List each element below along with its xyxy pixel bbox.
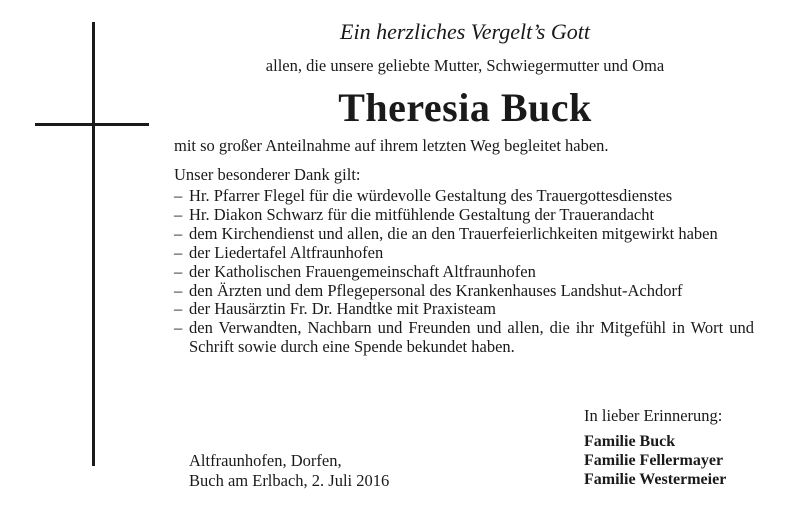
list-item-text: Hr. Pfarrer Flegel für die würdevolle Gestaltung des Trauergottesdienstes <box>189 186 673 205</box>
place-date-line: Buch am Erlbach, 2. Juli 2016 <box>189 470 390 490</box>
list-dash: – <box>174 299 183 319</box>
list-dash: – <box>174 280 183 300</box>
thanks-intro: Unser besonderer Dank gilt: <box>174 165 361 184</box>
list-item <box>174 263 754 282</box>
cross-vertical-bar <box>92 22 95 466</box>
list-item <box>174 225 754 244</box>
list-item <box>174 244 754 263</box>
deceased-name: Theresia Buck <box>338 85 592 130</box>
list-item <box>174 282 754 301</box>
list-item-text: der Hausärztin Fr. Dr. Handtke mit Praxisteam <box>189 299 497 319</box>
after-name-text: mit so großer Anteilnahme auf ihrem letzten Weg begleitet haben. <box>174 136 609 155</box>
family-name: Familie Buck <box>584 433 676 450</box>
notice-heading: Ein herzliches Vergelt’s Gott <box>340 19 590 44</box>
family-name: Familie Fellermayer <box>584 452 724 469</box>
notice-intro: allen, die unsere geliebte Mutter, Schwiegermutter und Oma <box>265 56 665 75</box>
list-dash: – <box>174 318 183 338</box>
closing-phrase: In lieber Erinnerung: <box>584 406 723 425</box>
list-item-text: dem Kirchendienst und allen, die an den Trauerfeierlichkeiten mitgewirkt haben <box>189 223 718 243</box>
place-date <box>189 451 389 490</box>
list-dash: – <box>174 186 183 205</box>
family-signatures <box>584 432 726 489</box>
list-dash: – <box>174 261 183 281</box>
thanks-list <box>174 187 754 357</box>
list-item <box>174 187 754 206</box>
list-item-text: der Liedertafel Altfraunhofen <box>189 242 384 262</box>
list-item <box>174 206 754 225</box>
list-item-text: den Ärzten und dem Pflegepersonal des Krankenhauses Landshut-Achdorf <box>189 280 683 300</box>
list-dash: – <box>174 242 183 262</box>
list-item <box>174 300 754 319</box>
list-item-text: den Verwandten, Nachbarn und Freunden und allen, die ihr Mitgefühl in Wort und Schrift sowie durch eine Spende bekundet haben. <box>189 318 754 357</box>
list-item <box>174 319 754 357</box>
family-name: Familie Westermeier <box>584 471 727 488</box>
list-item-text: Hr. Diakon Schwarz für die mitfühlende Gestaltung der Trauerandacht <box>189 204 655 224</box>
list-item-text: der Katholischen Frauengemeinschaft Altfraunhofen <box>189 261 536 281</box>
cross-horizontal-bar <box>35 123 149 126</box>
list-dash: – <box>174 204 183 224</box>
place-line: Altfraunhofen, Dorfen, <box>189 451 342 470</box>
list-dash: – <box>174 223 183 243</box>
